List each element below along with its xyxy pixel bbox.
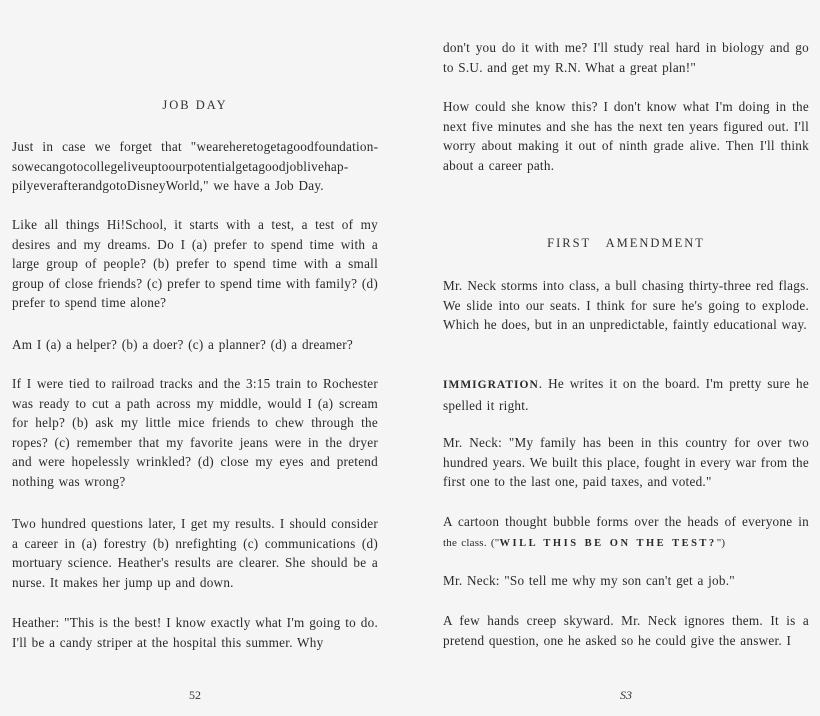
text-span: the class. (" — [443, 536, 500, 549]
text-span: A cartoon thought bubble forms over the heads of everyone in — [443, 514, 809, 529]
text-span: ") — [716, 536, 726, 549]
paragraph — [443, 97, 809, 175]
paragraph-text: Heather: "This is the best! I know exactly what I'm going to do. I'll be a candy striper at the hospital this summer. Why — [12, 615, 378, 650]
board-word: IMMIGRATION — [443, 379, 539, 391]
paragraph-text: Two hundred questions later, I get my results. I should consider a career in (a) forestry (b) nrefighting (c) communications (d) mortuary science. Heather's results are clearer. She should be a nurse. It makes her jump up and down. — [12, 516, 378, 590]
paragraph-text: Mr. Neck: "My family has been in this country for over two hundred years. We built this place, fought in every war from the first one to the last one, paid taxes, and voted." — [443, 435, 809, 490]
paragraph — [12, 374, 378, 492]
paragraph-text — [443, 374, 809, 415]
paragraph-text: How could she know this? I don't know what I'm doing in the next five minutes and she has the next ten years figured out. I'll worry about making it out of ninth grade alive. Then I'll think about a career path. — [443, 99, 809, 173]
paragraph — [443, 512, 809, 553]
page-number: 52 — [189, 688, 201, 702]
heading-text: FIRST AMENDMENT — [547, 236, 705, 250]
paragraph — [12, 215, 378, 313]
paragraph-text: Mr. Neck: "So tell me why my son can't get a job." — [443, 573, 735, 588]
paragraph-text: Mr. Neck storms into class, a bull chasing thirty-three red flags. We slide into our seats. I think for sure he's going to explode. Which he does, but in an unpredictable, faintly educational way. — [443, 278, 809, 333]
paragraph — [443, 374, 809, 415]
paragraph — [443, 611, 809, 650]
paragraph-text: A few hands creep skyward. Mr. Neck ignores them. It is a pretend question, one he asked so he could give the answer. I — [443, 613, 809, 648]
paragraph-text — [443, 512, 809, 553]
paragraph-text: don't you do it with me? I'll study real hard in biology and go to S.U. and get my R.N. What a great plan!" — [443, 40, 809, 75]
thought-bubble-text: WILL THIS BE ON THE TEST? — [499, 537, 717, 549]
paragraph — [443, 276, 809, 335]
paragraph-text: Just in case we forget that "weareheretogetagoodfoundationsowecangotocollegeliveuptoourpotentialgetagoodjoblivehappilyeverafterandgotoDisneyWorld," we have a Job Day. — [12, 139, 378, 194]
left-page — [12, 0, 378, 716]
paragraph-text: If I were tied to railroad tracks and the 3:15 train to Rochester was ready to cut a path across my middle, would I (a) scream for help? (b) ask my little mice friends to chew through the ropes? (c) remember that my favorite jeans were in the dryer and were hopelessly wrinkled? (d) close my eyes and pretend nothing was wrong? — [12, 376, 378, 489]
paragraph — [443, 38, 809, 77]
right-page — [443, 0, 809, 716]
paragraph — [12, 137, 378, 196]
paragraph — [443, 571, 809, 591]
paragraph — [12, 335, 378, 355]
paragraph-text: Am I (a) a helper? (b) a doer? (c) a planner? (d) a dreamer? — [12, 337, 354, 352]
paragraph — [12, 613, 378, 652]
chapter-heading-first-amendment — [443, 236, 809, 251]
text-span: . He writes it on the board. I'm pretty sure he spelled it right. — [443, 376, 809, 413]
page-number: S3 — [620, 688, 632, 702]
paragraph-text: Like all things Hi!School, it starts with a test, a test of my desires and my dreams. Do I (a) prefer to spend time with a large group of people? (b) prefer to spend time with a small group of close friends? (c) prefer to spend time with family? (d) prefer to spend time alone? — [12, 217, 378, 311]
paragraph — [12, 514, 378, 592]
chapter-heading-job-day — [12, 98, 378, 113]
paragraph — [443, 433, 809, 492]
heading-text: JOB DAY — [162, 98, 228, 112]
